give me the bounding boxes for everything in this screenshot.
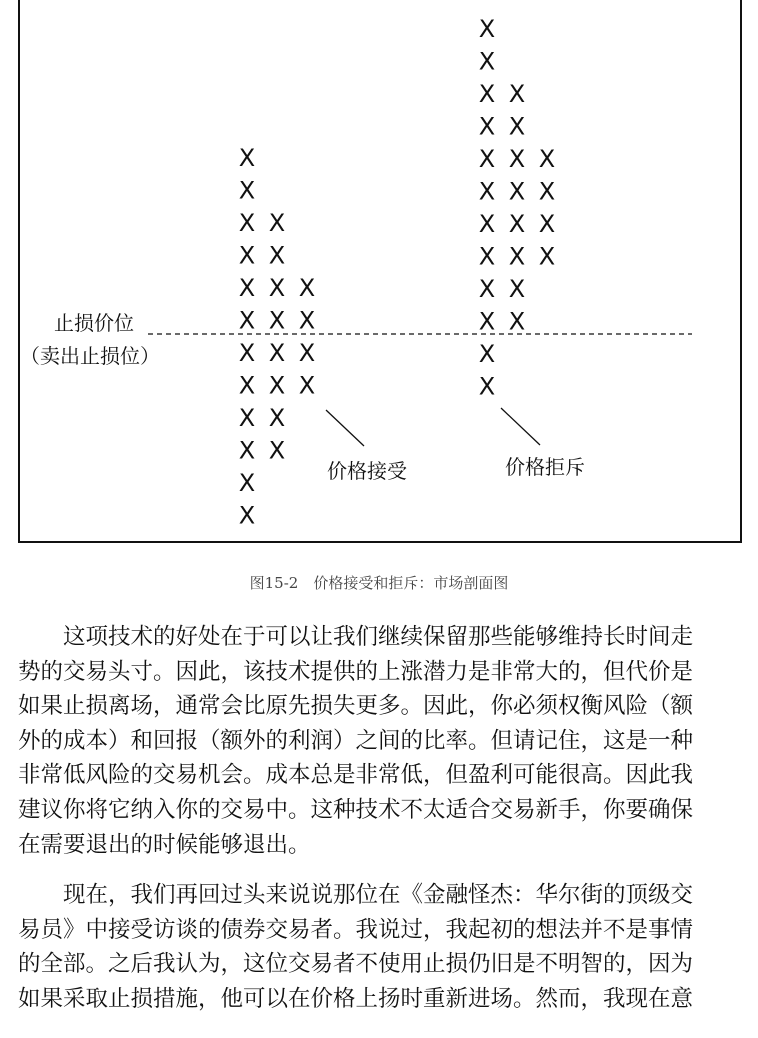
paragraph-line: 如果止损离场，通常会比原先损失更多。因此，你必须权衡风险（额: [18, 693, 694, 720]
x-mark: X: [538, 177, 556, 206]
x-mark: X: [478, 242, 496, 271]
paragraph-line: 这项技术的好处在于可以让我们继续保留那些能够维持长时间走: [63, 624, 694, 650]
x-mark: X: [478, 15, 496, 43]
x-mark: X: [508, 275, 526, 303]
x-mark: X: [478, 145, 496, 173]
x-mark: X: [478, 112, 496, 141]
x-mark: X: [238, 274, 256, 302]
x-mark: X: [238, 436, 256, 465]
x-mark: X: [238, 339, 256, 367]
x-mark: X: [268, 371, 286, 400]
x-mark: X: [508, 307, 526, 336]
x-mark: X: [238, 501, 256, 530]
x-mark: X: [238, 241, 256, 270]
x-mark: X: [238, 306, 256, 335]
acceptance-label: 价格接受: [327, 459, 407, 483]
x-mark: X: [268, 241, 286, 270]
x-mark: X: [268, 274, 286, 302]
x-mark: X: [478, 307, 496, 336]
x-mark: X: [508, 112, 526, 141]
stop-loss-label-line1: 止损价位: [54, 311, 134, 335]
paragraph-line: 现在，我们再回过头来说说那位在《金融怪杰：华尔街的顶级交: [63, 882, 694, 908]
x-mark: X: [298, 371, 316, 400]
x-mark: X: [238, 404, 256, 432]
paragraph-line: 建议你将它纳入你的交易中。这种技术不太适合交易新手，你要确保: [18, 796, 694, 823]
acceptance-pointer-line: [326, 410, 364, 446]
x-mark: X: [238, 144, 256, 172]
x-mark: X: [538, 210, 556, 238]
paragraph-line: 易员》中接受访谈的债券交易者。我说过，我起初的想法并不是事情: [18, 916, 694, 943]
x-mark: X: [238, 176, 256, 205]
x-mark: X: [508, 177, 526, 206]
x-mark: X: [478, 177, 496, 206]
x-mark: X: [268, 209, 286, 237]
rejection-label: 价格拒斥: [505, 455, 585, 479]
x-mark: X: [298, 306, 316, 335]
paragraph-line: 如果采取止损措施，他可以在价格上扬时重新进场。然而，我现在意: [18, 985, 694, 1012]
x-mark: X: [238, 469, 256, 497]
x-mark: X: [478, 210, 496, 238]
x-mark: X: [478, 80, 496, 108]
x-mark: X: [538, 145, 556, 173]
x-mark: X: [478, 275, 496, 303]
x-mark: X: [268, 436, 286, 465]
x-mark: X: [238, 209, 256, 237]
x-mark: X: [538, 242, 556, 271]
x-mark: X: [508, 80, 526, 108]
x-mark: X: [508, 242, 526, 271]
x-mark: X: [508, 210, 526, 238]
x-mark: X: [478, 340, 496, 368]
paragraph-line: 势的交易头寸。因此，该技术提供的上涨潜力是非常大的，但代价是: [18, 658, 694, 685]
paragraph-1: [18, 620, 740, 862]
paragraph-2: [18, 878, 740, 1016]
figure-caption: 图15-2 价格接受和拒斥：市场剖面图: [249, 574, 509, 592]
x-mark: X: [298, 339, 316, 367]
x-mark: X: [478, 47, 496, 76]
x-mark: X: [268, 339, 286, 367]
x-mark: X: [268, 404, 286, 432]
paragraph-line: 非常低风险的交易机会。成本总是非常低，但盈利可能很高。因此我: [18, 762, 694, 789]
stop-loss-label-line2: （卖出止损位）: [20, 344, 160, 368]
paragraph-line: 在需要退出的时候能够退出。: [18, 831, 311, 858]
x-mark: X: [268, 306, 286, 335]
x-mark: X: [508, 145, 526, 173]
paragraph-line: 外的成本）和回报（额外的利润）之间的比率。但请记住，这是一种: [18, 727, 694, 754]
x-mark: X: [298, 274, 316, 302]
x-mark: X: [478, 372, 496, 401]
paragraph-line: 的全部。之后我认为，这位交易者不使用止损仍旧是不明智的，因为: [18, 951, 694, 978]
x-mark: X: [238, 371, 256, 400]
rejection-pointer-line: [501, 408, 540, 445]
